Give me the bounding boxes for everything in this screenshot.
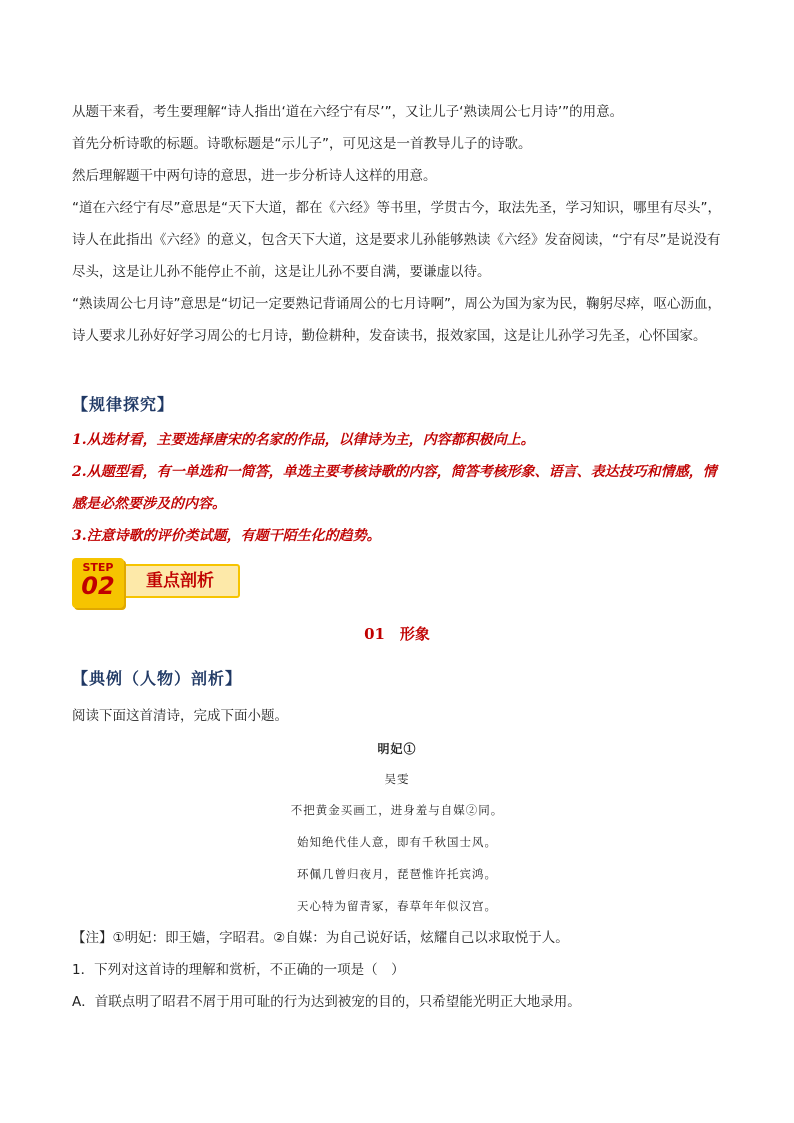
step-label: STEP [82,561,114,574]
analysis-line-1: 从题干来看，考生要理解“诗人指出‘道在六经宁有尽’”，又让儿子‘熟读周公七月诗’”的用意。 [72,104,624,120]
poem-line-4: 天心特为留青冢，春草年年似汉宫。 [297,899,497,913]
analysis-paragraph-2: “熟读周公七月诗”意思是“切记一定要熟记背诵周公的七月诗啊”，周公为国为家为民，鞠躬尽瘁，呕心沥血，诗人要求儿孙好好学习周公的七月诗，勤俭耕种，发奋读书，报效家国，这是让儿孙学习先圣，心怀国家。 [72,296,721,344]
poem-note: 【注】①明妃：即王嫱，字昭君。②自媒：为自己说好话，炫耀自己以求取悦于人。 [72,930,569,946]
step-number: 02 [81,572,115,600]
section-title: 01 形象 [364,625,430,643]
example-heading: 【典例（人物）剖析】 [72,669,243,688]
poem-title: 明妃① [377,742,417,756]
analysis-line-2: 首先分析诗歌的标题。诗歌标题是“示儿子”，可见这是一首教导儿子的诗歌。 [72,136,532,152]
step-title: 重点剖析 [146,571,214,591]
analysis-line-3: 然后理解题干中两句诗的意思，进一步分析诗人这样的用意。 [72,168,437,184]
poem-line-2: 始知绝代佳人意，即有千秋国士风。 [297,835,497,849]
analysis-paragraph-1: “道在六经宁有尽”意思是“天下大道，都在《六经》等书里，学贯古今，取法先圣，学习知识，哪里有尽头”，诗人在此指出《六经》的意义，包含天下大道，这是要求儿孙能够熟读《六经》发奋阅读，“宁有尽”是说没有尽头，这是让儿孙不能停止不前，这是让儿孙不要自满，要谦虚以待。 [72,200,721,280]
poem-line-3: 环佩几曾归夜月，琵琶惟许托宾鸿。 [297,867,497,881]
poem-author: 吴雯 [384,772,410,786]
question-1: 1．下列对这首诗的理解和赏析，不正确的一项是（ ） [72,962,405,978]
rule-item-1: 1.从选材看，主要选择唐宋的名家的作品，以律诗为主，内容都积极向上。 [72,432,535,448]
step-title-box [120,564,240,598]
step-badge [72,558,240,608]
rules-heading: 【规律探究】 [72,395,175,414]
poem-line-1: 不把黄金买画工，进身羞与自媒②同。 [290,803,504,817]
example-intro: 阅读下面这首清诗，完成下面小题。 [72,708,288,724]
rule-item-3: 3.注意诗歌的评价类试题，有题干陌生化的趋势。 [72,528,381,544]
step-number-box [72,558,124,608]
option-a: A．首联点明了昭君不屑于用可耻的行为达到被宠的目的，只希望能光明正大地录用。 [72,994,581,1010]
rule-item-2: 2.从题型看，有一单选和一简答，单选主要考核诗歌的内容，简答考核形象、语言、表达技巧和情感，情感是必然要涉及的内容。 [72,464,717,512]
